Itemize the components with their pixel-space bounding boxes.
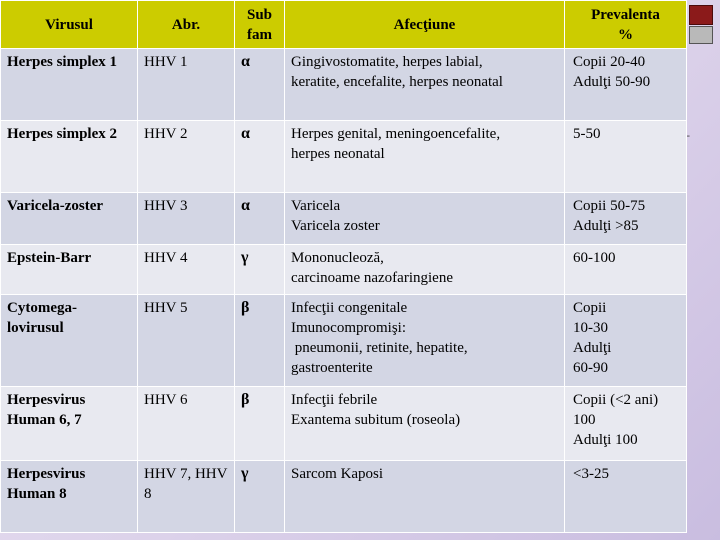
prevalenta-line: 60-90 bbox=[573, 360, 608, 376]
header-sub-fam-line: Sub bbox=[246, 6, 273, 23]
virus-name-cell: Herpes simplex 2 bbox=[1, 121, 138, 193]
prevalenta-line: Adulţi 50-90 bbox=[573, 74, 651, 90]
prevalenta-cell bbox=[565, 295, 687, 387]
afectiune-line: Imunocompromişi: bbox=[291, 320, 406, 336]
subfamily-cell: α bbox=[235, 121, 285, 193]
afectiune-cell bbox=[285, 121, 565, 193]
afectiune-line: gastroenterite bbox=[291, 360, 373, 376]
afectiune-line: Infecţii congenitale bbox=[291, 300, 408, 316]
prevalenta-cell bbox=[565, 387, 687, 461]
header-prevalenta-line: % bbox=[618, 26, 633, 43]
prevalenta-cell bbox=[565, 461, 687, 533]
afectiune-line: Gingivostomatite, herpes labial, bbox=[291, 54, 483, 70]
afectiune-line: herpes neonatal bbox=[291, 146, 385, 162]
afectiune-cell bbox=[285, 295, 565, 387]
prevalenta-line: 10-30 bbox=[573, 320, 608, 336]
abbreviation-cell: HHV 1 bbox=[138, 49, 235, 121]
afectiune-line: Mononucleoză, bbox=[291, 250, 384, 266]
table-row bbox=[1, 121, 687, 193]
afectiune-line: carcinoame nazofaringiene bbox=[291, 270, 453, 286]
afectiune-line: Varicela zoster bbox=[291, 218, 380, 234]
table-row bbox=[1, 461, 687, 533]
prevalenta-line: Adulţi bbox=[573, 340, 612, 356]
header-prevalenta bbox=[565, 1, 687, 49]
subfamily-cell: γ bbox=[235, 245, 285, 295]
grey-square-decoration bbox=[689, 26, 713, 44]
header-afectiune: Afecţiune bbox=[285, 1, 565, 49]
maroon-square-decoration bbox=[689, 5, 713, 25]
prevalenta-line: <3-25 bbox=[573, 466, 609, 482]
prevalenta-line: 100 bbox=[573, 412, 596, 428]
table-row bbox=[1, 295, 687, 387]
prevalenta-cell bbox=[565, 245, 687, 295]
table-row bbox=[1, 49, 687, 121]
header-row bbox=[1, 1, 687, 49]
virus-name-cell: Herpesvirus Human 6, 7 bbox=[1, 387, 138, 461]
header-prevalenta-line: Prevalenta bbox=[591, 6, 660, 23]
prevalenta-line: Copii 20-40 bbox=[573, 54, 646, 70]
prevalenta-line: Copii 50-75 bbox=[573, 198, 646, 214]
abbreviation-cell: HHV 6 bbox=[138, 387, 235, 461]
afectiune-line: Infecţii febrile bbox=[291, 392, 378, 408]
virus-name-cell: Herpes simplex 1 bbox=[1, 49, 138, 121]
afectiune-cell bbox=[285, 387, 565, 461]
prevalenta-line: 5-50 bbox=[573, 126, 601, 142]
afectiune-line: Exantema subitum (roseola) bbox=[291, 412, 461, 428]
afectiune-line: pneumonii, retinite, hepatite, bbox=[291, 340, 468, 356]
virus-name-cell: Herpesvirus Human 8 bbox=[1, 461, 138, 533]
afectiune-line: keratite, encefalite, herpes neonatal bbox=[291, 74, 503, 90]
header-abr: Abr. bbox=[138, 1, 235, 49]
prevalenta-line: Copii bbox=[573, 300, 607, 316]
afectiune-line: Herpes genital, meningoencefalite, bbox=[291, 126, 501, 142]
side-dash-mark: - bbox=[686, 128, 690, 142]
prevalenta-line: Adulţi >85 bbox=[573, 218, 639, 234]
abbreviation-cell: HHV 5 bbox=[138, 295, 235, 387]
virus-name-cell: Epstein-Barr bbox=[1, 245, 138, 295]
prevalenta-line: Adulţi 100 bbox=[573, 432, 638, 448]
subfamily-cell: β bbox=[235, 387, 285, 461]
subfamily-cell: β bbox=[235, 295, 285, 387]
abbreviation-cell: HHV 4 bbox=[138, 245, 235, 295]
abbreviation-cell: HHV 3 bbox=[138, 193, 235, 245]
prevalenta-cell bbox=[565, 193, 687, 245]
abbreviation-cell: HHV 7, HHV 8 bbox=[138, 461, 235, 533]
prevalenta-cell bbox=[565, 121, 687, 193]
table-row bbox=[1, 387, 687, 461]
virus-name-cell: Cytomega-lovirusul bbox=[1, 295, 138, 387]
afectiune-cell bbox=[285, 461, 565, 533]
header-sub-fam-line: fam bbox=[247, 26, 272, 43]
prevalenta-line: 60-100 bbox=[573, 250, 616, 266]
afectiune-cell bbox=[285, 245, 565, 295]
abbreviation-cell: HHV 2 bbox=[138, 121, 235, 193]
header-sub-fam bbox=[235, 1, 285, 49]
afectiune-cell bbox=[285, 49, 565, 121]
subfamily-cell: γ bbox=[235, 461, 285, 533]
table-row bbox=[1, 193, 687, 245]
afectiune-cell bbox=[285, 193, 565, 245]
subfamily-cell: α bbox=[235, 49, 285, 121]
afectiune-line: Sarcom Kaposi bbox=[291, 466, 384, 482]
prevalenta-line: Copii (<2 ani) bbox=[573, 392, 659, 408]
table-row bbox=[1, 245, 687, 295]
virus-name-cell: Varicela-zoster bbox=[1, 193, 138, 245]
prevalenta-cell bbox=[565, 49, 687, 121]
header-virus: Virusul bbox=[1, 1, 138, 49]
afectiune-line: Varicela bbox=[291, 198, 341, 214]
subfamily-cell: α bbox=[235, 193, 285, 245]
